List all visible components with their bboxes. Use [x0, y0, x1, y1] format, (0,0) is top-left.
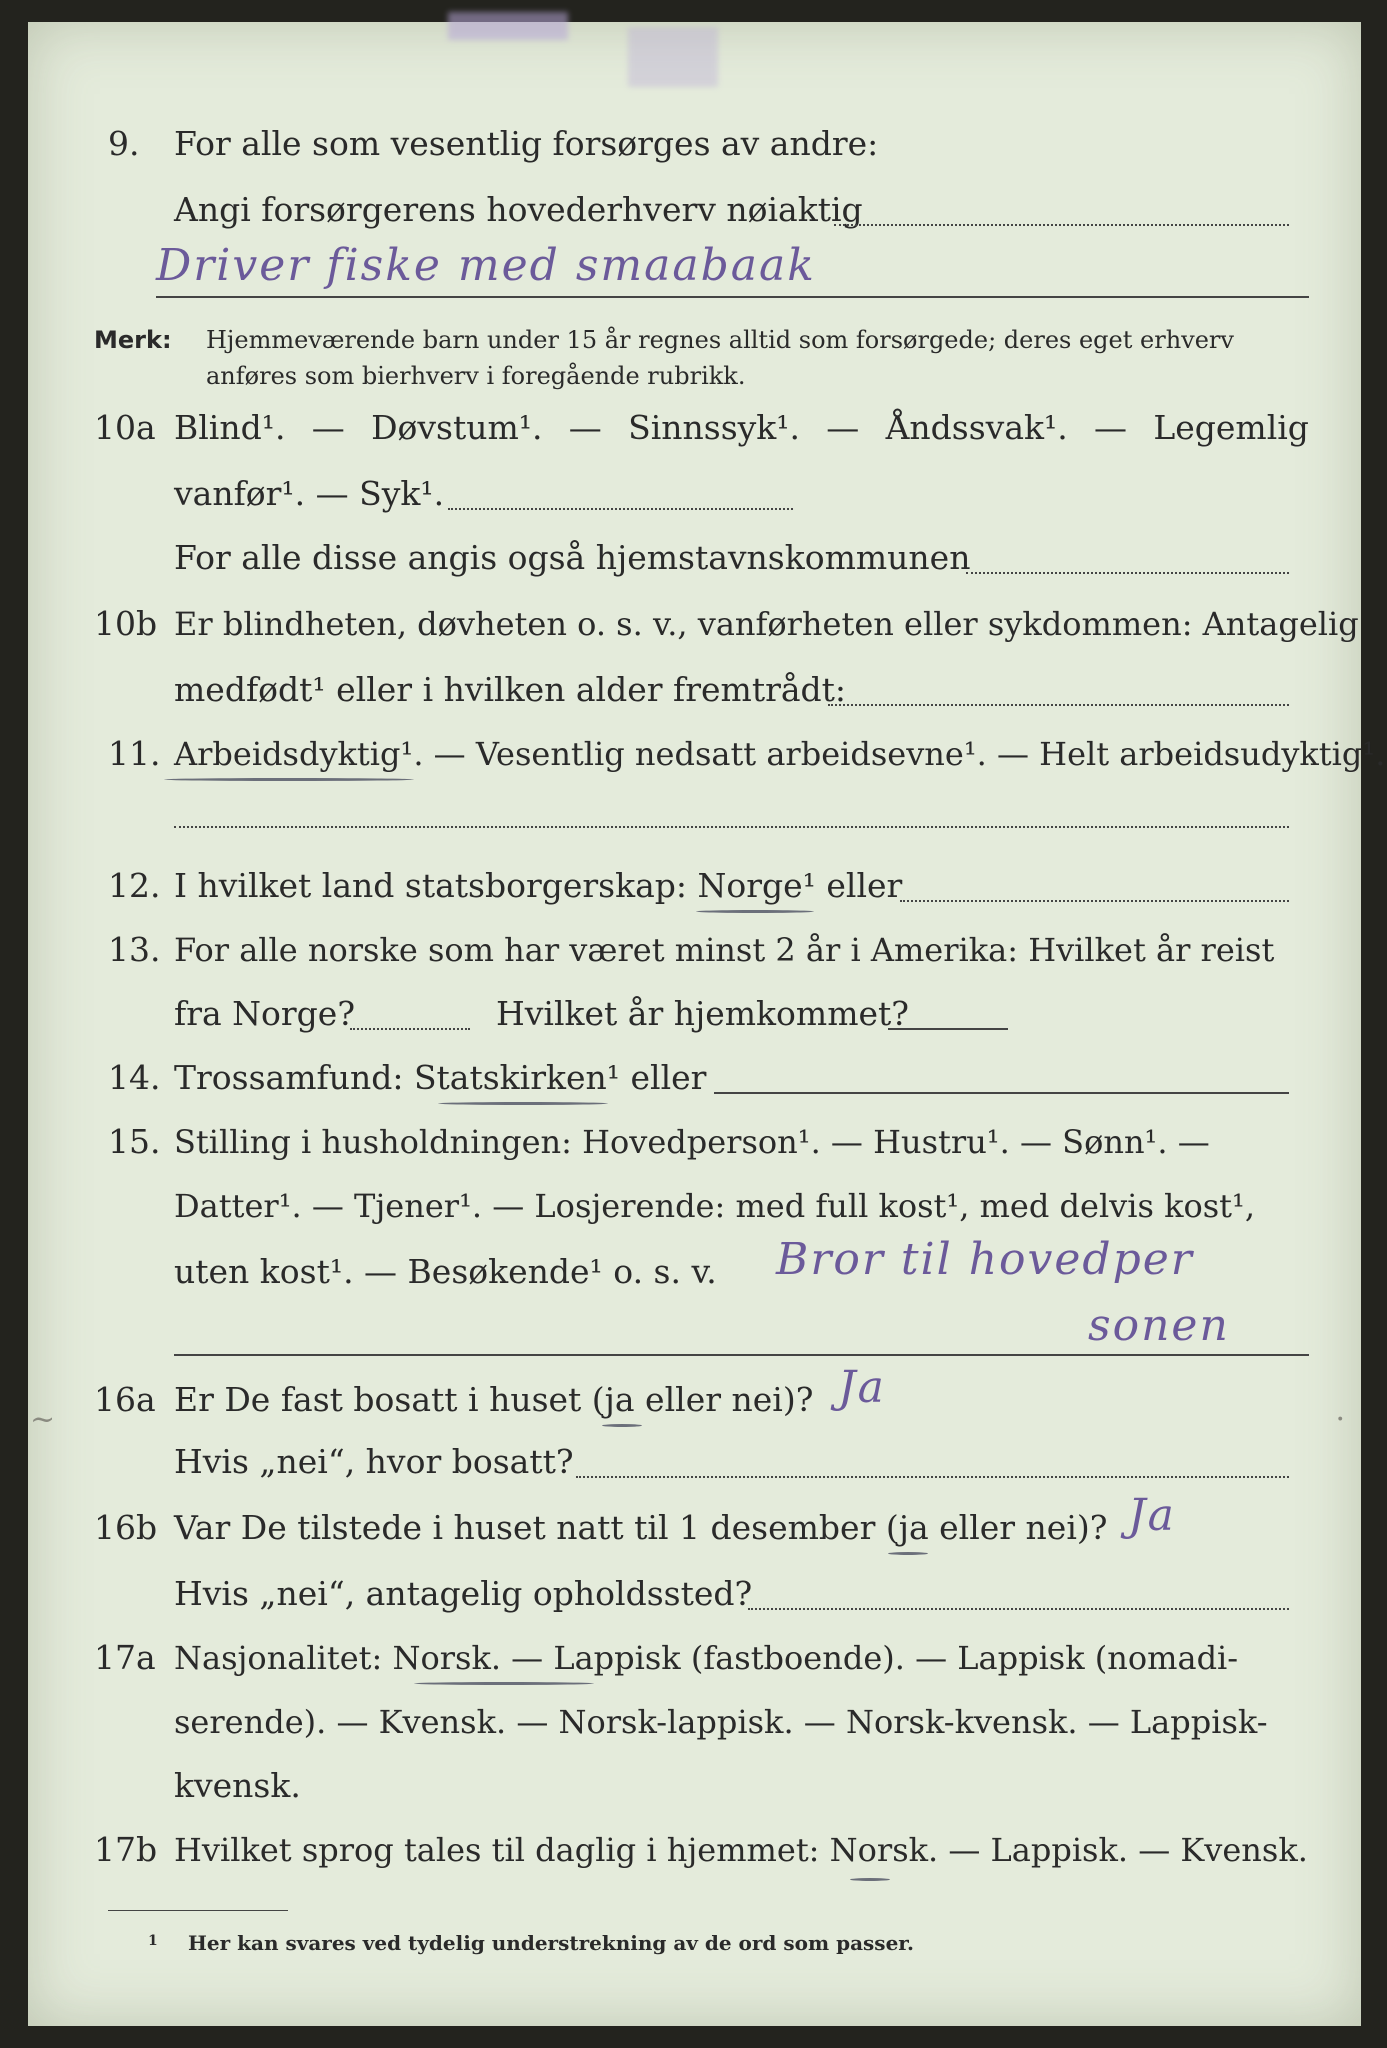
question-text: Er De fast bosatt i huset (ja eller nei)?: [174, 1380, 814, 1419]
underline-mark: [888, 1552, 928, 1555]
question-15-answer-line: [28, 1300, 1361, 1372]
question-17a-line-3: [28, 1766, 1361, 1826]
question-text: vanfør¹. — Syk¹.: [174, 474, 445, 513]
underline-mark: [164, 778, 414, 781]
question-10a-line-2: [28, 474, 1361, 534]
dotted-fill-line: [350, 1028, 470, 1030]
question-number: 16b: [94, 1508, 158, 1547]
dotted-fill-line: [900, 900, 1289, 902]
question-number: 12.: [108, 866, 161, 905]
question-text: Er blindheten, døvheten o. s. v., vanførheten eller sykdommen: Antagelig: [174, 605, 1359, 643]
question-13: [28, 930, 1361, 990]
answer-rule: [888, 1028, 1008, 1030]
question-text: For alle disse angis også hjemstavnskommunen: [174, 538, 971, 577]
question-number: 11.: [108, 734, 161, 773]
dotted-fill-line: [748, 1608, 1289, 1610]
question-16a: [28, 1362, 1361, 1440]
underline-mark: [602, 1424, 642, 1427]
underline-mark: [696, 910, 814, 913]
question-text: Hvis „nei“, hvor bosatt?: [174, 1442, 574, 1481]
question-11: [28, 734, 1386, 794]
question-13-line-2: [28, 994, 1361, 1054]
census-form-page: [28, 22, 1386, 2026]
note-text: anføres som bierhverv i foregående rubrikk.: [206, 362, 746, 390]
answer-rule: [714, 1092, 1289, 1094]
purple-stamp-mark: [628, 27, 718, 87]
dotted-fill-line: [448, 508, 793, 510]
answer-rule: [156, 296, 1309, 298]
handwritten-answer: Ja: [838, 1362, 886, 1413]
question-text: Arbeidsdyktig¹. — Vesentlig nedsatt arbeidsevne¹. — Helt arbeidsudyktig¹.: [174, 735, 1386, 773]
question-text: I hvilket land statsborgerskap: Norge¹ eller: [174, 866, 903, 905]
question-text: For alle norske som har været minst 2 år i Amerika: Hvilket år reist: [174, 931, 1275, 969]
question-text: Blind¹. — Døvstum¹. — Sinnssyk¹. — Åndssvak¹. — Legemlig: [174, 408, 1309, 447]
question-12: [28, 866, 1361, 926]
question-number: 15.: [108, 1122, 161, 1161]
question-text: Trossamfund: Statskirken¹ eller: [174, 1058, 707, 1097]
question-text: fra Norge?: [174, 994, 356, 1033]
question-text: Hvilket år hjemkommet?: [496, 994, 909, 1033]
question-14: [28, 1058, 1361, 1118]
question-number: 17a: [94, 1638, 156, 1677]
question-text: medfødt¹ eller i hvilken alder fremtrådt:: [174, 670, 847, 709]
question-10b-line-2: [28, 670, 1361, 730]
question-number: 13.: [108, 930, 161, 969]
footnote: [28, 1928, 1361, 1988]
question-10a: [28, 408, 1361, 468]
question-text: Angi forsørgerens hovederhverv nøiaktig: [174, 190, 863, 229]
footnote-mark: 1: [148, 1933, 158, 1949]
question-9-answer-line: [28, 240, 1361, 322]
footnote-rule-line: [28, 1910, 1361, 1930]
purple-stamp-mark: [448, 12, 568, 40]
question-text: Nasjonalitet: Norsk. — Lappisk (fastboende). — Lappisk (nomadi-: [174, 1639, 1239, 1677]
dotted-fill-line: [828, 704, 1289, 706]
question-9: [28, 124, 1361, 184]
question-number: 16a: [94, 1380, 156, 1419]
footnote-rule: [108, 1910, 288, 1911]
question-10a-line-3: [28, 538, 1361, 598]
note-label: Merk:: [94, 326, 172, 354]
question-number: 10a: [94, 408, 156, 447]
question-text: Stilling i husholdningen: Hovedperson¹. — Hustru¹. — Sønn¹. —: [174, 1123, 1210, 1161]
question-number: 14.: [108, 1058, 161, 1097]
underline-mark: [414, 1682, 594, 1685]
underline-mark: [850, 1878, 890, 1881]
question-number: 17b: [94, 1830, 158, 1869]
margin-smudge: ~: [30, 1402, 56, 1437]
dotted-fill-line: [834, 224, 1289, 226]
underline-mark: [438, 1102, 608, 1105]
question-text: serende). — Kvensk. — Norsk-lappisk. — Norsk-kvensk. — Lappisk-: [174, 1703, 1268, 1741]
question-text: Hvilket sprog tales til daglig i hjemmet: Norsk. — Lappisk. — Kvensk.: [174, 1831, 1308, 1869]
margin-smudge: ·: [1335, 1402, 1345, 1437]
question-text: kvensk.: [174, 1766, 301, 1805]
question-16b-line-2: [28, 1574, 1361, 1634]
handwritten-answer: Driver fiske med smaabaak: [156, 240, 816, 291]
handwritten-answer: sonen: [1088, 1300, 1230, 1351]
question-text: Var De tilstede i huset natt til 1 desember (ja eller nei)?: [174, 1508, 1108, 1547]
question-11-fill-line: [28, 792, 1361, 852]
question-17b: [28, 1830, 1361, 1890]
question-17a-line-2: [28, 1702, 1361, 1762]
handwritten-answer: Ja: [1128, 1490, 1176, 1541]
question-text: For alle som vesentlig forsørges av andre:: [174, 124, 879, 163]
question-text: uten kost¹. — Besøkende¹ o. s. v.: [174, 1252, 717, 1291]
note-text: Hjemmeværende barn under 15 år regnes alltid som forsørgede; deres eget erhverv: [206, 326, 1234, 354]
question-number: 10b: [94, 604, 158, 643]
question-10b: [28, 604, 1361, 664]
dotted-fill-line: [966, 572, 1289, 574]
handwritten-answer: Bror til hovedper: [776, 1234, 1194, 1285]
question-15: [28, 1122, 1361, 1182]
question-text: Hvis „nei“, antagelig opholdssted?: [174, 1574, 753, 1613]
question-16b: [28, 1490, 1361, 1568]
question-17a: [28, 1638, 1361, 1698]
dotted-fill-line: [174, 826, 1289, 828]
footnote-text: Her kan svares ved tydelig understrekning av de ord som passer.: [188, 1931, 914, 1955]
question-text: Datter¹. — Tjener¹. — Losjerende: med full kost¹, med delvis kost¹,: [174, 1187, 1256, 1225]
note-block: [28, 322, 1361, 402]
answer-rule: [174, 1354, 1309, 1356]
question-number: 9.: [108, 124, 140, 163]
dotted-fill-line: [576, 1476, 1289, 1478]
